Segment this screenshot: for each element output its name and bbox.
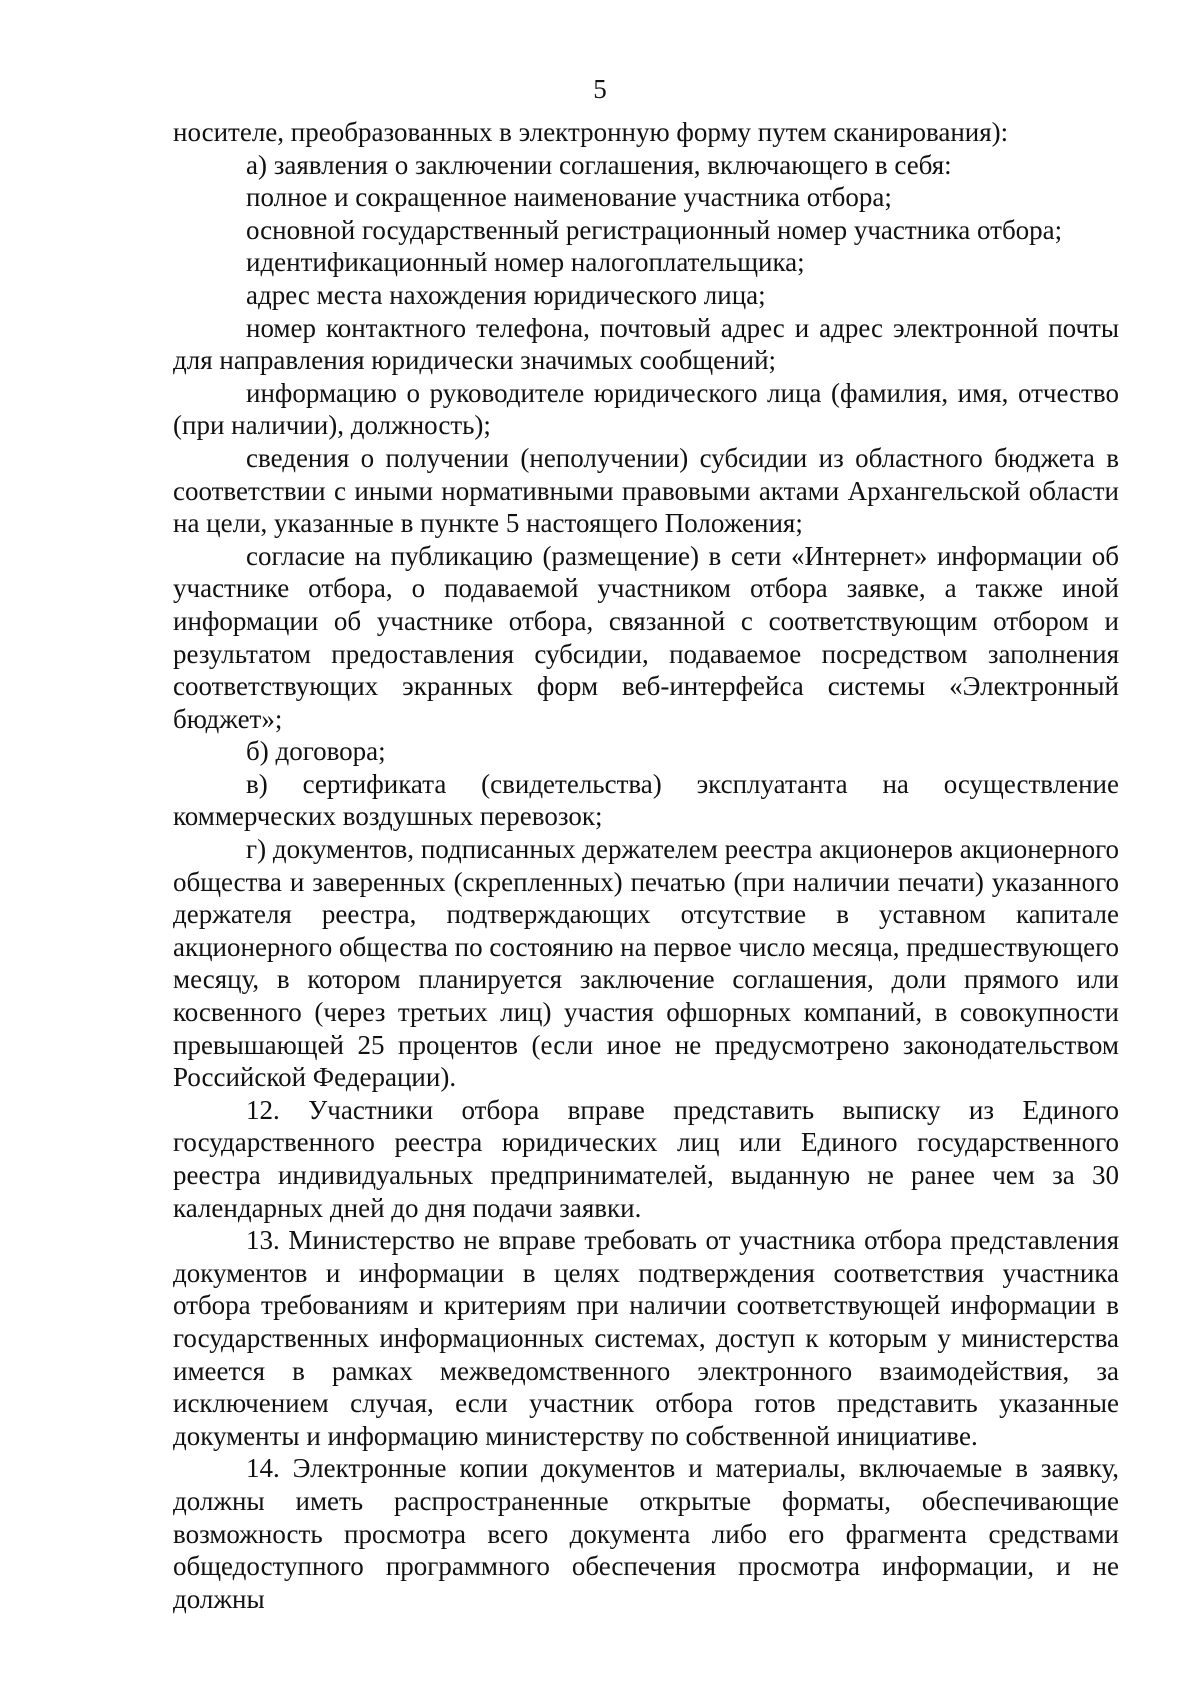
paragraph-address: адрес места нахождения юридического лица; bbox=[246, 279, 766, 310]
paragraph-section-12: 12. Участники отбора вправе представить выписку из Единого государственного реестра юридических лиц или Единого государственного реестра индивидуальных предпринимателей, выданную не ранее чем за 30 календарных дней до дня подачи заявки. bbox=[173, 1094, 1119, 1223]
page-number: 5 bbox=[593, 74, 607, 104]
paragraph-subsidy-info: сведения о получении (неполучении) субсидии из областного бюджета в соответствии с иными нормативными правовыми актами Архангельской области на цели, указанные в пункте 5 настоящего Положения; bbox=[173, 442, 1119, 539]
paragraph-item-b: б) договора; bbox=[246, 736, 386, 767]
paragraph-section-13: 13. Министерство не вправе требовать от участника отбора представления документов и информации в целях подтверждения соответствия участника отбора требованиям и критериям при наличии соответствующей информации в государственных информационных системах, доступ к которым у министерства имеется в рамках межведомственного электронного взаимодействия, за исключением случая, если участник отбора готов представить указанные документы и информацию министерству по собственной инициативе. bbox=[173, 1225, 1119, 1451]
paragraph-item-g: г) документов, подписанных держателем реестра акционеров акционерного общества и заверенных (скрепленных) печатью (при наличии печати) указанного держателя реестра, подтверждающих отсутствие в уставном капитале акционерного общества по состоянию на первое число месяца, предшествующего месяцу, в котором планируется заключение соглашения, доли прямого или косвенного (через третьих лиц) участия офшорных компаний, в совокупности превышающей 25 процентов (если иное не предусмотрено законодательством Российской Федерации). bbox=[173, 834, 1119, 1093]
paragraph-contacts: номер контактного телефона, почтовый адрес и адрес электронной почты для направления юридически значимых сообщений; bbox=[173, 312, 1119, 376]
paragraph-full-name: полное и сокращенное наименование участника отбора; bbox=[246, 182, 892, 213]
paragraph-section-14: 14. Электронные копии документов и материалы, включаемые в заявку, должны иметь распространенные открытые форматы, обеспечивающие возможность просмотра всего документа либо его фрагмента средствами общедоступного программного обеспечения просмотра информации, и не должны bbox=[173, 1453, 1119, 1614]
paragraph-publication-consent: согласие на публикацию (размещение) в сети «Интернет» информации об участнике отбора, о подаваемой участником отбора заявке, а также иной информации об участнике отбора, связанной с соответствующим отбором и результатом предоставления субсидии, подаваемое посредством заполнения соответствующих экранных форм веб-интерфейса системы «Электронный бюджет»; bbox=[173, 540, 1119, 734]
paragraph-head-info: информацию о руководителе юридического лица (фамилия, имя, отчество (при наличии), должность); bbox=[173, 377, 1119, 441]
document-body bbox=[173, 116, 1119, 1615]
paragraph-item-v: в) сертификата (свидетельства) эксплуатанта на осуществление коммерческих воздушных перевозок; bbox=[173, 768, 1119, 832]
paragraph-item-a: а) заявления о заключении соглашения, включающего в себя: bbox=[246, 149, 952, 180]
paragraph-ogrn: основной государственный регистрационный номер участника отбора; bbox=[246, 214, 1063, 245]
paragraph-continuation: носителе, преобразованных в электронную форму путем сканирования): bbox=[173, 117, 1009, 147]
paragraph-inn: идентификационный номер налогоплательщика; bbox=[246, 247, 805, 278]
